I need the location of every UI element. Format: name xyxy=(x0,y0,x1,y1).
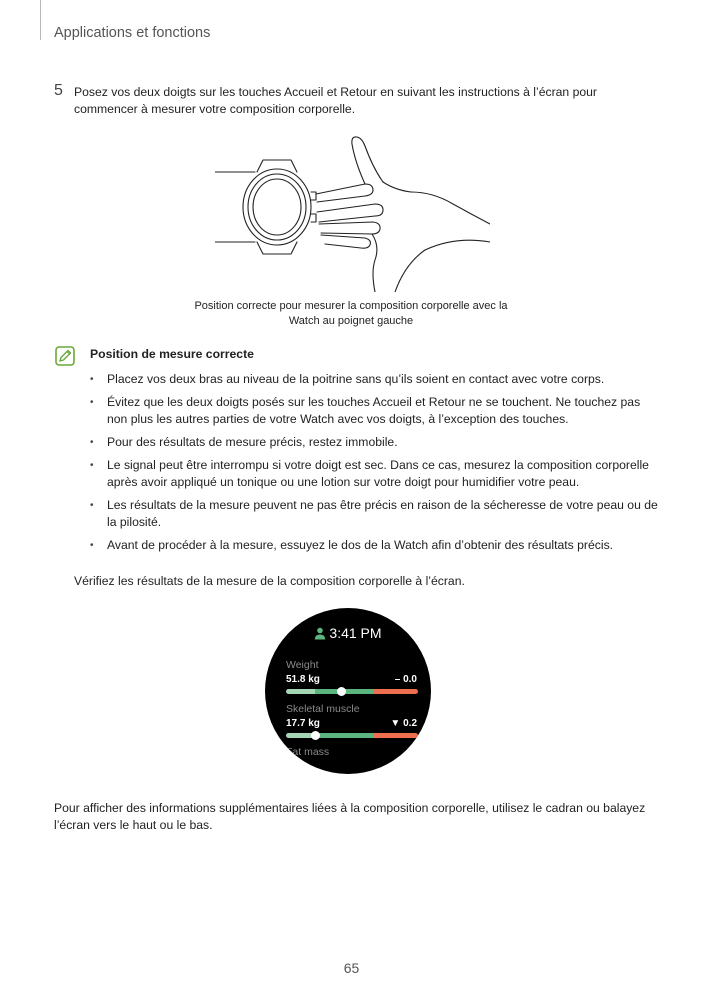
bullet-icon: • xyxy=(90,374,94,385)
time-text: 3:41 PM xyxy=(329,625,382,641)
weight-label: Weight xyxy=(286,659,319,671)
bullet-icon: • xyxy=(90,397,94,408)
bullet-text: Pour des résultats de mesure précis, restez immobile. xyxy=(107,435,398,449)
step-text: Posez vos deux doigts sur les touches Accueil et Retour en suivant les instructions à l’écran pour commencer à mesurer votre composition corporelle. xyxy=(74,85,597,116)
list-item xyxy=(90,371,660,388)
skeletal-muscle-value: 17.7 kg xyxy=(286,718,320,729)
list-item xyxy=(90,537,660,554)
bullet-text: Le signal peut être interrompu si votre doigt est sec. Dans ce cas, mesurez la composition corporelle après avoir appliqué un tonique ou une lotion sur votre doigt pour humidifier votre peau. xyxy=(107,458,649,489)
skeletal-muscle-delta: ▼ 0.2 xyxy=(390,718,417,729)
verify-text: Vérifiez les résultats de la mesure de la composition corporelle à l’écran. xyxy=(74,574,465,588)
bullet-text: Évitez que les deux doigts posés sur les touches Accueil et Retour ne se touchent. Ne touchez pas non plus les autres parties de votre Watch avec vos doigts, à l’exception des touches. xyxy=(107,395,641,426)
note-title: Position de mesure correcte xyxy=(90,347,254,361)
note-bullet-list xyxy=(90,371,660,560)
bar-segment-low xyxy=(286,689,315,694)
list-item xyxy=(90,497,660,531)
page-number: 65 xyxy=(343,960,360,976)
bottom-text: Pour afficher des informations supplémentaires liées à la composition corporelle, utilisez le cadran ou balayez l’écran vers le haut ou le bas. xyxy=(54,801,646,832)
note-pencil-icon xyxy=(55,346,75,366)
bar-segment-normal xyxy=(315,733,374,738)
watch-screen[interactable] xyxy=(265,608,431,774)
list-item xyxy=(90,394,660,428)
bar-segment-high xyxy=(374,689,418,694)
caption-line-2: Watch au poignet gauche xyxy=(288,314,414,327)
bullet-text: Placez vos deux bras au niveau de la poitrine sans qu’ils soient en contact avec votre corps. xyxy=(107,372,605,386)
skeletal-muscle-indicator xyxy=(311,731,320,740)
bullet-icon: • xyxy=(90,437,94,448)
bullet-text: Avant de procéder à la mesure, essuyez le dos de la Watch afin d’obtenir des résultats précis. xyxy=(107,538,614,552)
skeletal-muscle-label: Skeletal muscle xyxy=(286,703,360,715)
person-icon xyxy=(314,627,326,640)
caption-line-1: Position correcte pour mesurer la composition corporelle avec la xyxy=(194,300,508,312)
step-number: 5 xyxy=(54,82,63,99)
skeletal-muscle-bar xyxy=(286,733,418,738)
figure-caption xyxy=(150,299,552,328)
weight-indicator xyxy=(337,687,346,696)
bullet-icon: • xyxy=(90,540,94,551)
wrist-illustration xyxy=(215,132,490,292)
list-item xyxy=(90,434,660,451)
bullet-icon: • xyxy=(90,460,94,471)
list-item xyxy=(90,457,660,491)
bullet-icon: • xyxy=(90,500,94,511)
weight-bar xyxy=(286,689,418,694)
fat-mass-label: Fat mass xyxy=(286,746,330,758)
bullet-text: Les résultats de la mesure peuvent ne pas être précis en raison de la sécheresse de votre peau ou de la pilosité. xyxy=(107,498,658,529)
bar-segment-high xyxy=(374,733,418,738)
weight-delta: – 0.0 xyxy=(394,674,417,685)
weight-value: 51.8 kg xyxy=(286,674,320,685)
margin-line xyxy=(40,0,41,40)
section-header: Applications et fonctions xyxy=(54,25,211,41)
watch-time xyxy=(265,625,431,641)
